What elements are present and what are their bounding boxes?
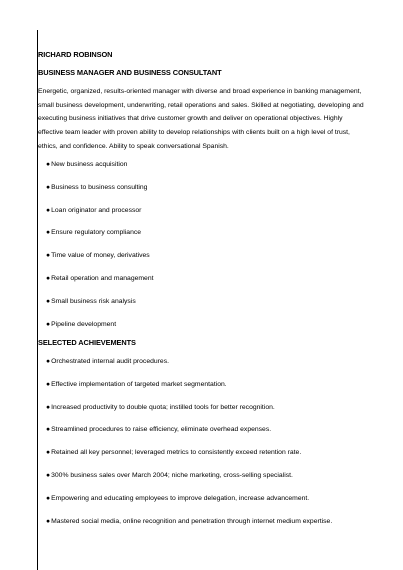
- bullet-icon: ●: [46, 297, 51, 305]
- achievement-text: Empowering and educating employees to improve delegation, increase advancement.: [51, 494, 310, 502]
- achievement-text: Effective implementation of targeted market segmentation.: [51, 380, 227, 388]
- achievement-text: Orchestrated internal audit procedures.: [51, 358, 169, 365]
- bullet-icon: ●: [46, 380, 51, 388]
- bullet-icon: ●: [46, 471, 51, 479]
- skill-text: Pipeline development: [51, 320, 117, 328]
- skill-item: [46, 274, 154, 297]
- bullet-icon: ●: [46, 320, 51, 328]
- achievement-item: [46, 448, 332, 471]
- skill-text: New business acquisition: [51, 161, 128, 168]
- bullet-icon: ●: [46, 274, 51, 282]
- skills-list: [46, 160, 154, 342]
- bullet-icon: ●: [46, 161, 51, 168]
- skill-item: [46, 183, 154, 206]
- bullet-icon: ●: [46, 494, 51, 502]
- candidate-name: RICHARD ROBINSON: [38, 50, 113, 59]
- skill-text: Retail operation and management: [51, 274, 154, 282]
- summary-line: Energetic, organized, results-oriented manager with diverse and broad experience in banking management,: [38, 88, 362, 95]
- achievement-item: [46, 494, 332, 517]
- achievement-item: [46, 517, 332, 540]
- candidate-title: BUSINESS MANAGER AND BUSINESS CONSULTANT: [38, 68, 222, 77]
- bullet-icon: ●: [46, 358, 51, 365]
- achievement-item: [46, 380, 332, 403]
- skill-text: Loan originator and processor: [51, 206, 142, 214]
- summary-line: small business development, underwriting, retail operations and sales. Skilled at negotiating, developing and: [38, 101, 364, 109]
- summary-line: executing business initiatives that drive customer growth and deliver on operational objectives. Highly: [38, 115, 343, 123]
- achievement-item: [46, 357, 332, 380]
- summary-line: ethics, and confidence. Ability to speak conversational Spanish.: [38, 142, 229, 150]
- skill-item: [46, 206, 154, 229]
- bullet-icon: ●: [46, 449, 51, 457]
- achievements-heading: SELECTED ACHIEVEMENTS: [38, 338, 136, 347]
- skill-item: [46, 160, 154, 183]
- bullet-icon: ●: [46, 183, 51, 191]
- bullet-icon: ●: [46, 426, 51, 434]
- bullet-icon: ●: [46, 517, 51, 525]
- skill-text: Time value of money, derivatives: [51, 252, 150, 260]
- achievement-item: [46, 403, 332, 426]
- achievement-text: Streamlined procedures to raise efficiency, eliminate overhead expenses.: [51, 426, 272, 434]
- skill-item: [46, 297, 154, 320]
- skill-item: [46, 228, 154, 251]
- summary-line: effective team leader with proven ability to develop relationships with clients built on a high level of trust,: [38, 129, 350, 137]
- bullet-icon: ●: [46, 229, 51, 237]
- skill-text: Business to business consulting: [51, 183, 148, 191]
- bullet-icon: ●: [46, 403, 51, 411]
- achievement-item: [46, 425, 332, 448]
- skill-text: Small business risk analysis: [51, 297, 136, 305]
- achievement-text: Retained all key personnel; leveraged metrics to consistently exceed retention rate.: [51, 449, 302, 457]
- skill-item: [46, 251, 154, 274]
- summary-paragraph: [38, 85, 373, 154]
- achievement-text: Mastered social media, online recognition and penetration through internet medium expertise.: [51, 517, 333, 525]
- achievement-text: 300% business sales over March 2004; niche marketing, cross-selling specialist.: [51, 471, 293, 479]
- achievements-list: [46, 357, 332, 539]
- skill-text: Ensure regulatory compliance: [51, 229, 142, 237]
- achievement-text: Increased productivity to double quota; instilled tools for better recognition.: [51, 403, 275, 411]
- achievement-item: [46, 471, 332, 494]
- bullet-icon: ●: [46, 252, 51, 260]
- bullet-icon: ●: [46, 206, 51, 214]
